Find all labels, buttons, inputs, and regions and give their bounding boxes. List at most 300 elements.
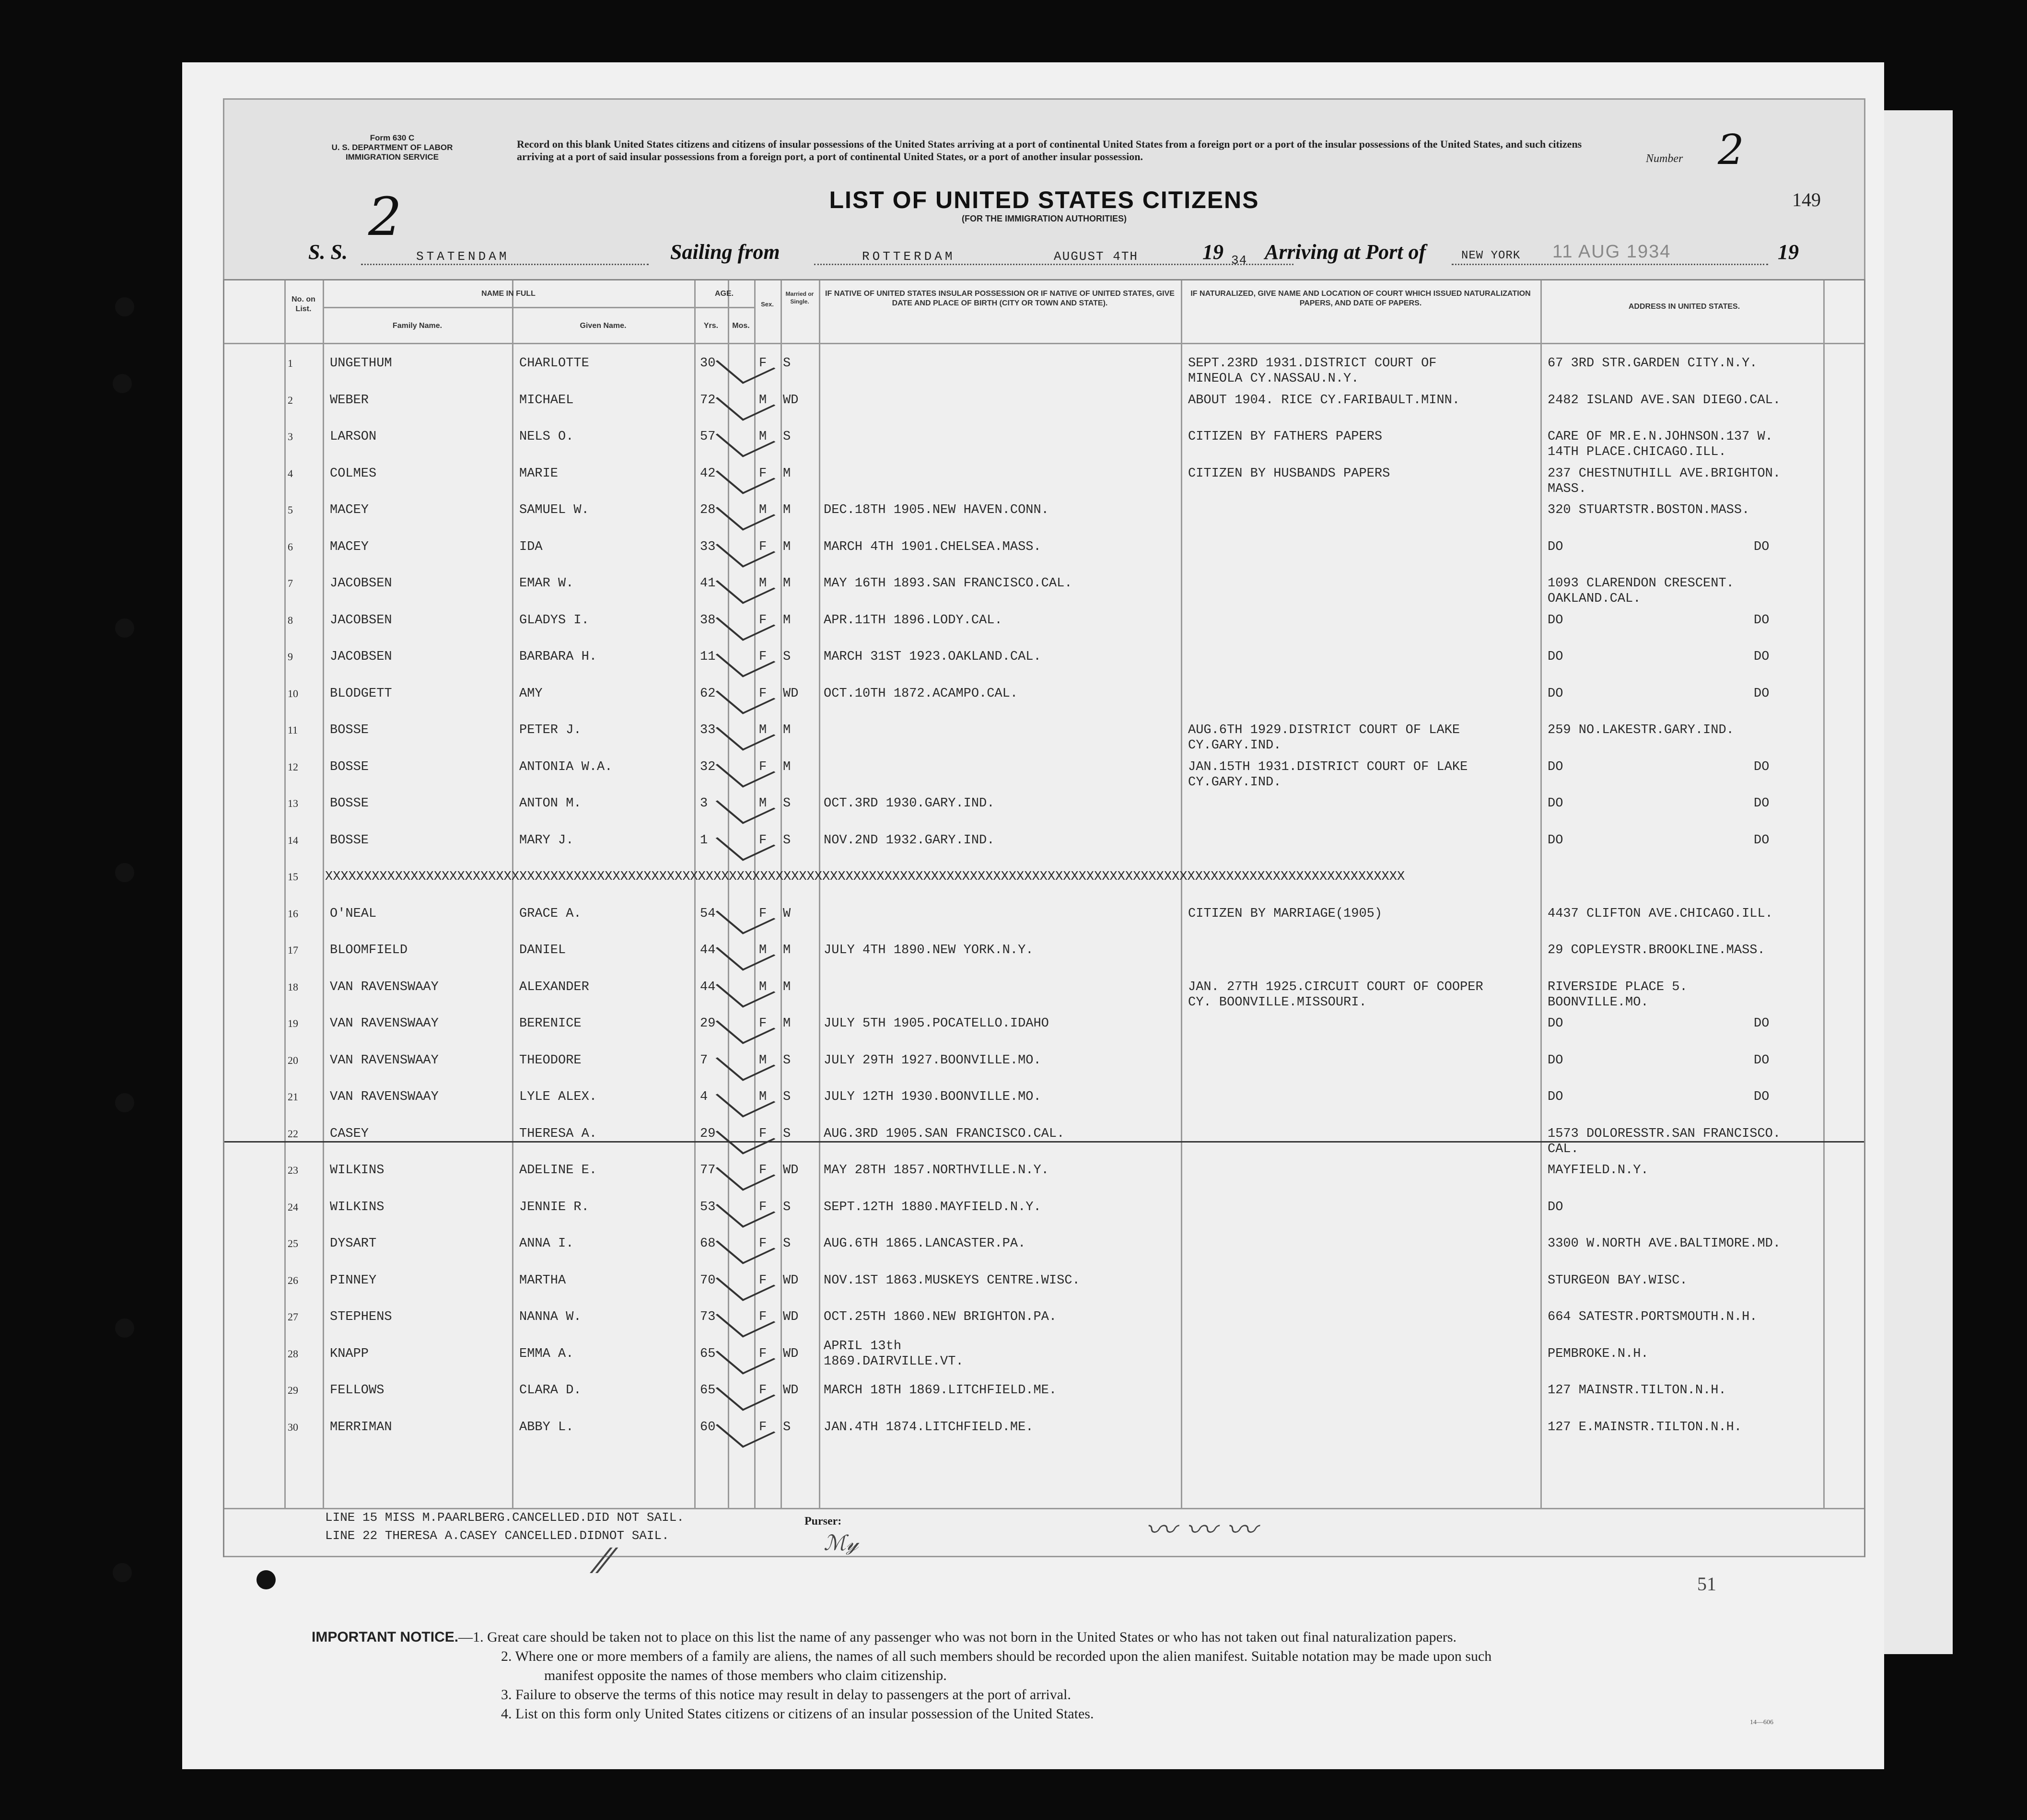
family-name: FELLOWS (330, 1383, 384, 1398)
sex: F (759, 1273, 767, 1288)
sex: M (759, 723, 767, 737)
given-name: ALEXANDER (519, 980, 589, 994)
birth-info: MARCH 18TH 1869.LITCHFIELD.ME. (824, 1383, 1057, 1398)
punch-hole (115, 863, 134, 882)
sailing-label: Sailing from (670, 240, 780, 264)
given-name: ANNA I. (519, 1237, 574, 1251)
given-name: CHARLOTTE (519, 356, 589, 371)
table-row (224, 609, 1864, 646)
handwritten-inspector-note: 〰 〰 〰 (1145, 1513, 1257, 1548)
naturalization-info-cont: CY.GARY.IND. (1188, 738, 1281, 753)
age-years: 33 (700, 539, 716, 554)
family-name: WILKINS (330, 1200, 384, 1214)
punch-hole (115, 618, 134, 638)
punch-hole (115, 1318, 134, 1338)
address: RIVERSIDE PLACE 5. (1548, 980, 1688, 994)
address-ditto: DO (1754, 759, 1770, 774)
given-name: PETER J. (519, 723, 582, 737)
col-no: No. on List. (291, 295, 315, 313)
address-cont: CAL. (1548, 1142, 1579, 1156)
marital-status: S (783, 1126, 791, 1141)
sex: F (759, 1383, 767, 1398)
birth-info: DEC.18TH 1905.NEW HAVEN.CONN. (824, 503, 1049, 517)
table-row (224, 1379, 1864, 1416)
address-ditto: DO (1754, 1016, 1770, 1031)
notice-item-2: 2. Where one or more members of a family are aliens, the names of all such members should be recorded upon the alien manifest. Suitable notation may be made upon such (501, 1648, 1492, 1664)
family-name: BLOOMFIELD (330, 943, 408, 957)
year-prefix: 19 (1202, 240, 1223, 264)
sailing-date: AUGUST 4TH (1054, 249, 1139, 264)
row-number: 11 (288, 724, 298, 736)
check-mark (716, 346, 776, 384)
marital-status: M (783, 759, 791, 774)
given-name: EMAR W. (519, 576, 574, 591)
given-name: DANIEL (519, 943, 566, 957)
given-name: THEODORE (519, 1053, 582, 1068)
sex: F (759, 1163, 767, 1178)
address: 259 NO.LAKESTR.GARY.IND. (1548, 723, 1734, 737)
sex: M (759, 1053, 767, 1068)
col-name-in-full: NAME IN FULL (481, 290, 536, 298)
service-name: IMMIGRATION SERVICE (346, 152, 439, 162)
address-ditto: DO (1754, 1090, 1770, 1104)
given-name: MARTHA (519, 1273, 566, 1288)
family-name: UNGETHUM (330, 356, 392, 371)
birth-info-cont: 1869.DAIRVILLE.VT. (824, 1354, 964, 1369)
family-name: WEBER (330, 393, 369, 408)
address-ditto: DO (1754, 539, 1770, 554)
marital-status: WD (783, 393, 799, 408)
family-name: MERRIMAN (330, 1420, 392, 1435)
form-footer-code: 14—606 (1750, 1719, 1773, 1726)
number-value: 2 (1718, 126, 1744, 174)
given-name: GLADYS I. (519, 613, 589, 628)
given-name: NELS O. (519, 430, 574, 444)
col-birth: IF NATIVE OF UNITED STATES INSULAR POSSESSION OR IF NATIVE OF UNITED STATES, GIVE DATE AND PLACE OF BIRTH (CITY OR TOWN AND STATE). (825, 290, 1175, 307)
arrival-stamp: 11 AUG 1934 (1552, 242, 1671, 262)
page-number: 149 (1792, 189, 1821, 210)
row-number: 23 (288, 1164, 298, 1176)
address: DO (1548, 1200, 1563, 1214)
form-header (223, 98, 1865, 283)
marital-status: S (783, 1237, 791, 1251)
family-name: VAN RAVENSWAAY (330, 980, 439, 994)
age-years: 72 (700, 393, 716, 408)
table-row (224, 1159, 1864, 1196)
address-cont: BOONVILLE.MO. (1548, 995, 1649, 1010)
table-row (224, 756, 1864, 793)
table-row (224, 903, 1864, 939)
sex: F (759, 650, 767, 664)
birth-info: JULY 29TH 1927.BOONVILLE.MO. (824, 1053, 1041, 1068)
sex: F (759, 1310, 767, 1324)
address: DO (1548, 796, 1563, 811)
age-years: 38 (700, 613, 716, 628)
address-cont: OAKLAND.CAL. (1548, 592, 1641, 606)
age-years: 33 (700, 723, 716, 737)
year-suffix: 34 (1231, 253, 1247, 268)
marital-status: S (783, 833, 791, 848)
row-number: 4 (288, 467, 293, 479)
given-name: ANTON M. (519, 796, 582, 811)
handwritten-initials: ⁄⁄ (598, 1541, 610, 1581)
notice-item-2-cont: manifest opposite the names of those members who claim citizenship. (544, 1668, 947, 1683)
table-row (224, 1306, 1864, 1342)
given-name: THERESA A. (519, 1126, 597, 1141)
marital-status: WD (783, 1310, 799, 1324)
row-number: 10 (288, 687, 298, 700)
birth-info: OCT.10TH 1872.ACAMPO.CAL. (824, 686, 1018, 701)
family-name: BOSSE (330, 759, 369, 774)
form-identifier (296, 133, 488, 162)
sex: F (759, 539, 767, 554)
naturalization-info: CITIZEN BY MARRIAGE(1905) (1188, 906, 1383, 921)
sex: F (759, 1346, 767, 1361)
marital-status: WD (783, 686, 799, 701)
age-years: 7 (700, 1053, 708, 1068)
address: DO (1548, 686, 1563, 701)
punch-hole (115, 297, 134, 316)
row-number: 2 (288, 394, 293, 406)
birth-info: OCT.3RD 1930.GARY.IND. (824, 796, 995, 811)
family-name: VAN RAVENSWAAY (330, 1016, 439, 1031)
port-from: ROTTERDAM (862, 249, 955, 264)
given-name: MARIE (519, 466, 559, 481)
table-row (224, 536, 1864, 572)
address: 29 COPLEYSTR.BROOKLINE.MASS. (1548, 943, 1765, 957)
birth-info: AUG.6TH 1865.LANCASTER.PA. (824, 1237, 1026, 1251)
marital-status: M (783, 943, 791, 957)
address-ditto: DO (1754, 613, 1770, 628)
sex: F (759, 1126, 767, 1141)
birth-info: SEPT.12TH 1880.MAYFIELD.N.Y. (824, 1200, 1041, 1214)
table-row (224, 352, 1864, 389)
age-years: 41 (700, 576, 716, 591)
row-number: 17 (288, 944, 298, 956)
birth-info: JULY 5TH 1905.POCATELLO.IDAHO (824, 1016, 1049, 1031)
address-cont: 14TH PLACE.CHICAGO.ILL. (1548, 445, 1726, 459)
family-name: KNAPP (330, 1346, 369, 1361)
given-name: AMY (519, 686, 543, 701)
row-number: 22 (288, 1127, 298, 1140)
age-years: 65 (700, 1383, 716, 1398)
table-row (224, 1050, 1864, 1086)
given-name: ADELINE E. (519, 1163, 597, 1178)
sex: F (759, 1420, 767, 1435)
age-years: 68 (700, 1237, 716, 1251)
naturalization-info: CITIZEN BY HUSBANDS PAPERS (1188, 466, 1390, 481)
marital-status: M (783, 1016, 791, 1031)
given-name: ANTONIA W.A. (519, 759, 613, 774)
given-name: JENNIE R. (519, 1200, 589, 1214)
address-ditto: DO (1754, 1053, 1770, 1068)
sheet-number: 51 (1697, 1573, 1716, 1595)
row-number: 6 (288, 540, 293, 553)
given-name: SAMUEL W. (519, 503, 589, 517)
row-number: 12 (288, 760, 298, 773)
row-number: 9 (288, 651, 293, 663)
marital-status: WD (783, 1163, 799, 1178)
family-name: VAN RAVENSWAAY (330, 1053, 439, 1068)
table-row (224, 1270, 1864, 1306)
marital-status: WD (783, 1383, 799, 1398)
birth-info: APR.11TH 1896.LODY.CAL. (824, 613, 1002, 628)
family-name: BLODGETT (330, 686, 392, 701)
naturalization-info: JAN. 27TH 1925.CIRCUIT COURT OF COOPER (1188, 980, 1483, 994)
notice-item-4: 4. List on this form only United States citizens or citizens of an insular possession of the United States. (501, 1706, 1094, 1722)
table-row (224, 389, 1864, 426)
family-name: LARSON (330, 430, 377, 444)
col-yrs: Yrs. (703, 322, 719, 330)
age-years: 53 (700, 1200, 716, 1214)
marital-status: W (783, 906, 791, 921)
sex: F (759, 613, 767, 628)
family-name: WILKINS (330, 1163, 384, 1178)
sex: F (759, 906, 767, 921)
sex: F (759, 466, 767, 481)
age-years: 1 (700, 833, 708, 848)
sex: M (759, 503, 767, 517)
age-years: 60 (700, 1420, 716, 1435)
family-name: JACOBSEN (330, 650, 392, 664)
address: DO (1548, 1053, 1563, 1068)
age-years: 73 (700, 1310, 716, 1324)
address: 1573 DOLORESSTR.SAN FRANCISCO. (1548, 1126, 1781, 1141)
given-name: BARBARA H. (519, 650, 597, 664)
naturalization-info: AUG.6TH 1929.DISTRICT COURT OF LAKE (1188, 723, 1460, 737)
sex: F (759, 759, 767, 774)
purser-signature: ℳ𝓎 (824, 1531, 859, 1555)
given-name: MARY J. (519, 833, 574, 848)
ss-label: S. S. (308, 240, 348, 264)
address: 664 SATESTR.PORTSMOUTH.N.H. (1548, 1310, 1758, 1324)
birth-info: MAY 28TH 1857.NORTHVILLE.N.Y. (824, 1163, 1049, 1178)
row-number: 28 (288, 1347, 298, 1360)
department: U. S. DEPARTMENT OF LABOR (331, 143, 453, 152)
arriving-label: Arriving at Port of (1265, 240, 1426, 264)
sex: M (759, 796, 767, 811)
sex: M (759, 393, 767, 408)
row-number: 25 (288, 1237, 298, 1249)
year2-prefix: 19 (1778, 240, 1799, 264)
marital-status: M (783, 613, 791, 628)
address: CARE OF MR.E.N.JOHNSON.137 W. (1548, 430, 1773, 444)
family-name: BOSSE (330, 796, 369, 811)
marital-status: WD (783, 1273, 799, 1288)
family-name: COLMES (330, 466, 377, 481)
col-age: AGE. (714, 290, 734, 298)
given-name: LYLE ALEX. (519, 1090, 597, 1104)
punch-hole (113, 374, 132, 393)
age-years: 29 (700, 1126, 716, 1141)
given-name: EMMA A. (519, 1346, 574, 1361)
purser-label: Purser: (804, 1515, 842, 1528)
age-years: 3 (700, 796, 708, 811)
col-naturalized: IF NATURALIZED, GIVE NAME AND LOCATION OF COURT WHICH ISSUED NATURALIZATION PAPERS, AND DATE OF PAPERS. (1190, 290, 1531, 307)
row-number: 1 (288, 357, 293, 369)
table-row (224, 719, 1864, 756)
side-paper-strip (1879, 110, 1953, 1654)
marital-status: M (783, 466, 791, 481)
cancelled-entry: XXXXXXXXXXXXXXXXXXXXXXXXXXXXXXXXXXXXXXXXXXXXXXXXXXXXXXXXXXXXXXXXXXXXXXXXXXXXXXXXXXXXXXXXXXXXXXXXXXXXXXXXXXXXXXXXXXXXXXXXXXXXXXXXXXXXXXXXXXX (325, 870, 1405, 884)
marital-status: M (783, 503, 791, 517)
table-row (224, 1233, 1864, 1269)
note-line-22: LINE 22 THERESA A.CASEY CANCELLED.DIDNOT SAIL. (325, 1528, 669, 1543)
table-row (224, 683, 1864, 719)
marital-status: M (783, 980, 791, 994)
address-ditto: DO (1754, 686, 1770, 701)
sex: M (759, 943, 767, 957)
address-ditto: DO (1754, 796, 1770, 811)
marital-status: S (783, 1200, 791, 1214)
age-years: 70 (700, 1273, 716, 1288)
address: PEMBROKE.N.H. (1548, 1346, 1649, 1361)
address: DO (1548, 539, 1563, 554)
table-row (224, 1123, 1864, 1159)
family-name: BOSSE (330, 723, 369, 737)
age-years: 77 (700, 1163, 716, 1178)
row-number: 7 (288, 577, 293, 589)
age-years: 54 (700, 906, 716, 921)
naturalization-info: SEPT.23RD 1931.DISTRICT COURT OF (1188, 356, 1437, 371)
marital-status: S (783, 650, 791, 664)
col-given: Given Name. (580, 322, 627, 330)
sex: M (759, 980, 767, 994)
birth-info: JULY 12TH 1930.BOONVILLE.MO. (824, 1090, 1041, 1104)
row-number: 8 (288, 614, 293, 626)
age-years: 44 (700, 943, 716, 957)
marital-status: S (783, 1090, 791, 1104)
col-sex: Sex. (761, 301, 774, 308)
address: 4437 CLIFTON AVE.CHICAGO.ILL. (1548, 906, 1773, 921)
given-name: IDA (519, 539, 543, 554)
birth-info: NOV.1ST 1863.MUSKEYS CENTRE.WISC. (824, 1273, 1080, 1288)
row-number: 29 (288, 1384, 298, 1396)
given-name: ABBY L. (519, 1420, 574, 1435)
sex: F (759, 1200, 767, 1214)
marital-status: S (783, 796, 791, 811)
strike-line (224, 1141, 1864, 1143)
naturalization-info-cont: CY. BOONVILLE.MISSOURI. (1188, 995, 1367, 1010)
family-name: JACOBSEN (330, 576, 392, 591)
row-number: 26 (288, 1274, 298, 1286)
table-row (224, 793, 1864, 829)
notice-item-3: 3. Failure to observe the terms of this notice may result in delay to passengers at the port of arrival. (501, 1687, 1071, 1703)
age-years: 28 (700, 503, 716, 517)
sex: F (759, 1016, 767, 1031)
family-name: PINNEY (330, 1273, 377, 1288)
table-row (224, 866, 1864, 902)
table-row (224, 1086, 1864, 1122)
note-line-15: LINE 15 MISS M.PAARLBERG.CANCELLED.DID NOT SAIL. (325, 1510, 684, 1525)
family-name: VAN RAVENSWAAY (330, 1090, 439, 1104)
age-years: 11 (700, 650, 716, 664)
age-years: 42 (700, 466, 716, 481)
row-number: 21 (288, 1091, 298, 1103)
col-address: ADDRESS IN UNITED STATES. (1628, 303, 1740, 311)
row-number: 19 (288, 1017, 298, 1029)
table-row (224, 646, 1864, 682)
col-family: Family Name. (392, 322, 443, 330)
important-notice (312, 1628, 1846, 1724)
age-years: 62 (700, 686, 716, 701)
age-years: 29 (700, 1016, 716, 1031)
table-row (224, 1196, 1864, 1233)
handwritten-number: 2 (368, 186, 402, 247)
table-row (224, 976, 1864, 1013)
age-years: 65 (700, 1346, 716, 1361)
given-name: NANNA W. (519, 1310, 582, 1324)
address: DO (1548, 650, 1563, 664)
address: MAYFIELD.N.Y. (1548, 1163, 1649, 1178)
table-row (224, 1339, 1864, 1379)
col-mos: Mos. (732, 322, 750, 330)
table-row (224, 1013, 1864, 1049)
given-name: CLARA D. (519, 1383, 582, 1398)
marital-status: WD (783, 1346, 799, 1361)
family-name: STEPHENS (330, 1310, 392, 1324)
table-row (224, 426, 1864, 462)
birth-info: MARCH 31ST 1923.OAKLAND.CAL. (824, 650, 1041, 664)
row-number: 3 (288, 431, 293, 443)
birth-info: OCT.25TH 1860.NEW BRIGHTON.PA. (824, 1310, 1057, 1324)
birth-info: JAN.4TH 1874.LITCHFIELD.ME. (824, 1420, 1034, 1435)
address-ditto: DO (1754, 650, 1770, 664)
address: 127 MAINSTR.TILTON.N.H. (1548, 1383, 1726, 1398)
family-name: CASEY (330, 1126, 369, 1141)
marital-status: S (783, 430, 791, 444)
page-subtitle: (FOR THE IMMIGRATION AUTHORITIES) (962, 214, 1127, 223)
address: 320 STUARTSTR.BOSTON.MASS. (1548, 503, 1750, 517)
page-title: LIST OF UNITED STATES CITIZENS (829, 187, 1259, 213)
address-cont: MASS. (1548, 481, 1587, 496)
naturalization-info-cont: MINEOLA CY.NASSAU.N.Y. (1188, 372, 1359, 386)
passenger-table (223, 279, 1865, 1581)
birth-info: APRIL 13th (824, 1339, 902, 1353)
table-row (224, 939, 1864, 976)
naturalization-info: JAN.15TH 1931.DISTRICT COURT OF LAKE (1188, 759, 1468, 774)
row-number: 16 (288, 907, 298, 920)
table-row (224, 1416, 1864, 1453)
marital-status: S (783, 356, 791, 371)
address: 67 3RD STR.GARDEN CITY.N.Y. (1548, 356, 1758, 371)
age-years: 30 (700, 356, 716, 371)
notice-item-1: —1. Great care should be taken not to place on this list the name of any passenger who was not born in the United States or who has not taken out final naturalization papers. (458, 1629, 1457, 1645)
address: DO (1548, 613, 1563, 628)
birth-info: NOV.2ND 1932.GARY.IND. (824, 833, 995, 848)
sex: F (759, 1237, 767, 1251)
row-number: 18 (288, 980, 298, 993)
family-name: MACEY (330, 503, 369, 517)
ship-name: STATENDAM (416, 249, 510, 264)
birth-info: MARCH 4TH 1901.CHELSEA.MASS. (824, 539, 1041, 554)
sex: F (759, 356, 767, 371)
sex: M (759, 1090, 767, 1104)
address: STURGEON BAY.WISC. (1548, 1273, 1688, 1288)
given-name: MICHAEL (519, 393, 574, 408)
row-number: 5 (288, 504, 293, 516)
given-name: BERENICE (519, 1016, 582, 1031)
notice-label: IMPORTANT NOTICE. (312, 1629, 459, 1645)
address: 3300 W.NORTH AVE.BALTIMORE.MD. (1548, 1237, 1781, 1251)
given-name: GRACE A. (519, 906, 582, 921)
address: 1093 CLARENDON CRESCENT. (1548, 576, 1734, 591)
naturalization-info: CITIZEN BY FATHERS PAPERS (1188, 430, 1383, 444)
birth-info: MAY 16TH 1893.SAN FRANCISCO.CAL. (824, 576, 1072, 591)
table-row (224, 572, 1864, 609)
address: DO (1548, 759, 1563, 774)
row-number: 27 (288, 1311, 298, 1323)
